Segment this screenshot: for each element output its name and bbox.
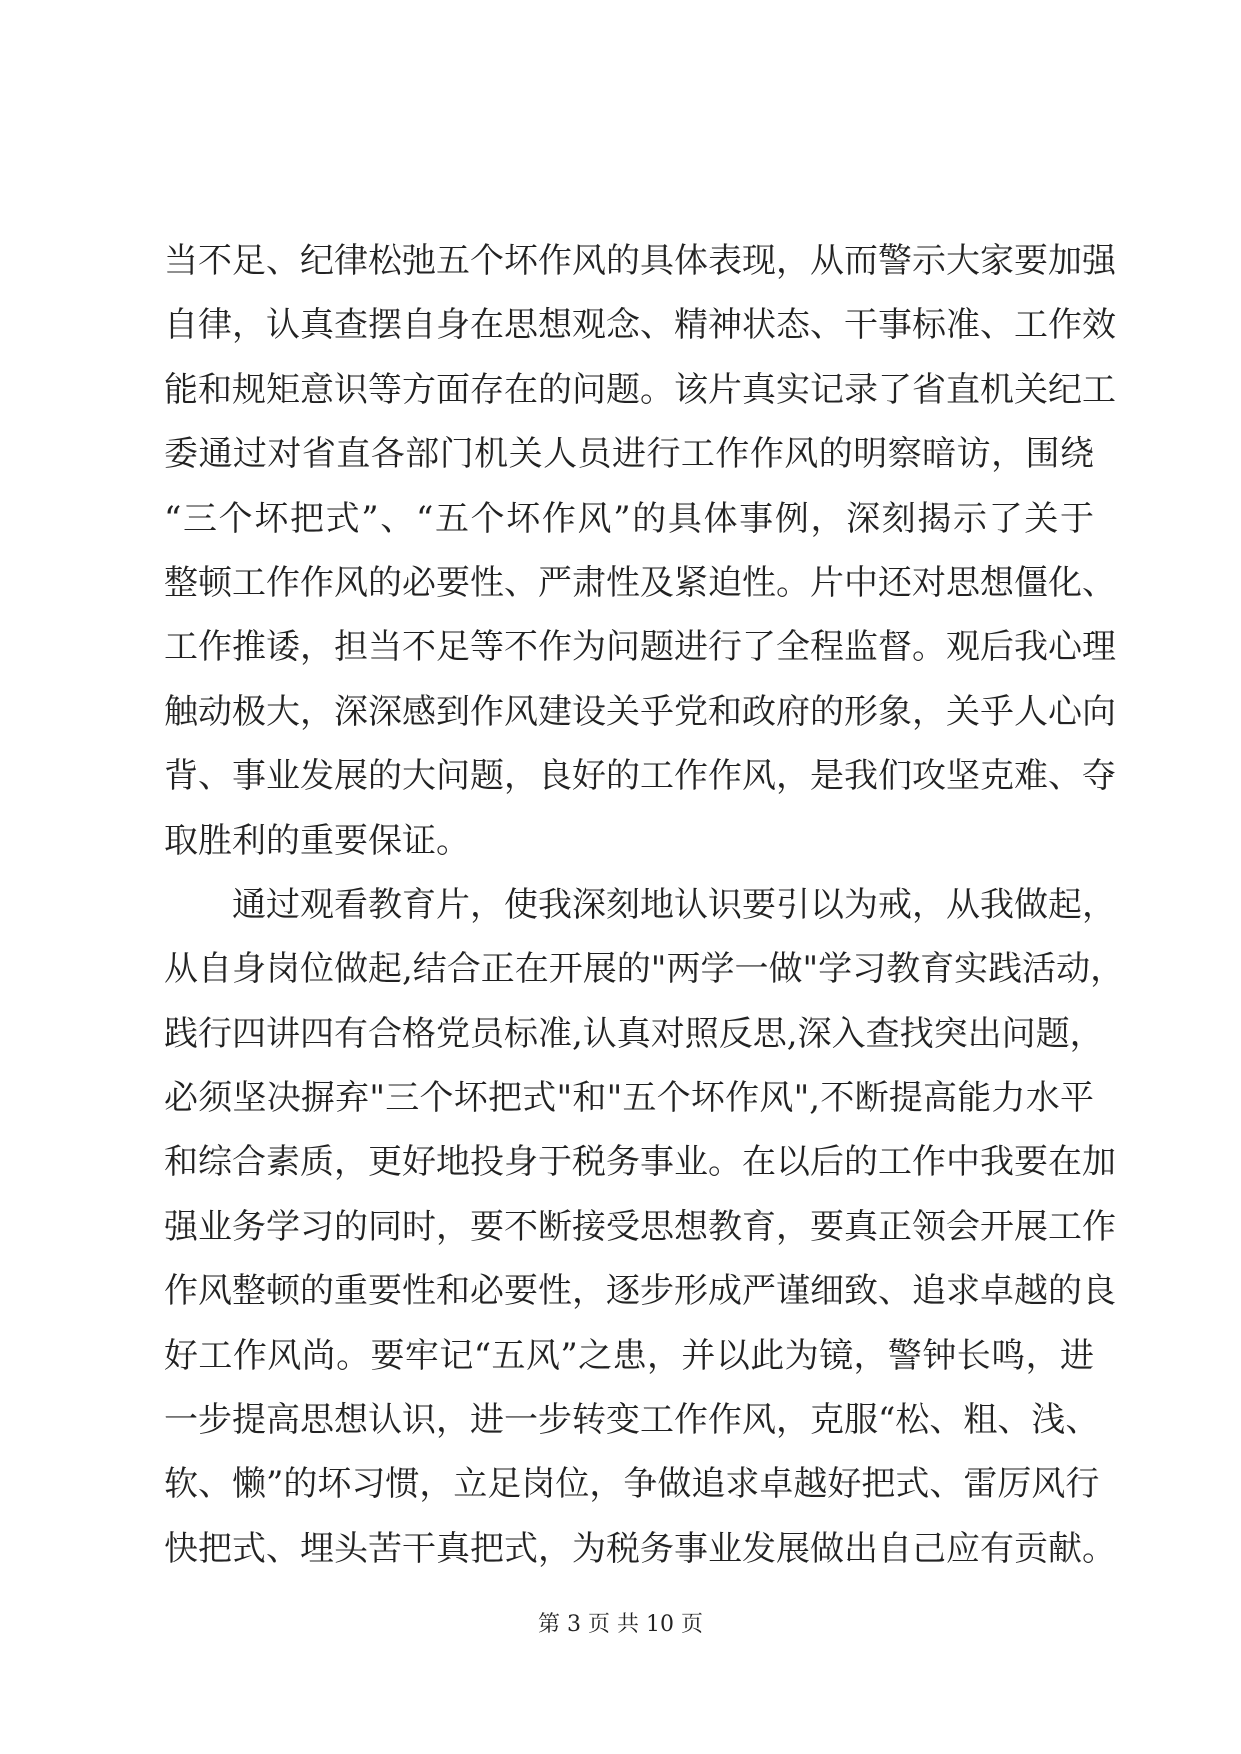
text-line: 从自身岗位做起,结合正在开展的"两学一做"学习教育实践活动， (164, 949, 1125, 990)
text-line: 软、懒”的坏习惯，立足岗位，争做追求卓越好把式、雷厉风行 (164, 1464, 1100, 1505)
text-line: 能和规矩意识等方面存在的问题。该片真实记录了省直机关纪工 (164, 369, 1116, 410)
text-line: 好工作风尚。要牢记“五风”之患，并以此为镜，警钟长鸣，进 (164, 1335, 1094, 1376)
text-line: 触动极大，深深感到作风建设关乎党和政府的形象，关乎人心向 (164, 691, 1116, 732)
text-line: 强业务学习的同时，要不断接受思想教育，要真正领会开展工作 (164, 1206, 1116, 1247)
text-line: 和综合素质，更好地投身于税务事业。在以后的工作中我要在加 (164, 1142, 1116, 1183)
text-line: 取胜利的重要保证。 (164, 820, 470, 861)
text-line: 委通过对省直各部门机关人员进行工作作风的明察暗访，围绕 (164, 434, 1094, 475)
page-number: 第 3 页 共 10 页 (538, 1612, 703, 1637)
text-line: 作风整顿的重要性和必要性，逐步形成严谨细致、追求卓越的良 (164, 1271, 1116, 1312)
text-line: 一步提高思想认识，进一步转变工作作风，克服“松、粗、浅、 (164, 1400, 1100, 1441)
text-line: 整顿工作作风的必要性、严肃性及紧迫性。片中还对思想僵化、 (164, 562, 1116, 603)
text-line: “三个坏把式”、“五个坏作风”的具体事例，深刻揭示了关于 (164, 498, 1094, 539)
text-line: 通过观看教育片，使我深刻地认识要引以为戒，从我做起， (232, 884, 1116, 925)
text-line: 当不足、纪律松弛五个坏作风的具体表现，从而警示大家要加强 (164, 241, 1116, 281)
text-line: 践行四讲四有合格党员标准,认真对照反思,深入查找突出问题， (164, 1013, 1104, 1054)
document-body (164, 229, 1125, 1581)
text-line: 自律，认真查摆自身在思想观念、精神状态、干事标准、工作效 (164, 305, 1116, 346)
text-line: 工作推诿，担当不足等不作为问题进行了全程监督。观后我心理 (164, 627, 1116, 668)
paragraph-2 (164, 873, 1125, 1581)
text-line: 快把式、埋头苦干真把式，为税务事业发展做出自己应有贡献。 (164, 1528, 1116, 1569)
text-line: 背、事业发展的大问题，良好的工作作风，是我们攻坚克难、夺 (164, 756, 1116, 797)
paragraph-1 (164, 229, 1116, 873)
text-line: 必须坚决摒弃"三个坏把式"和"五个坏作风",不断提高能力水平 (164, 1078, 1094, 1119)
